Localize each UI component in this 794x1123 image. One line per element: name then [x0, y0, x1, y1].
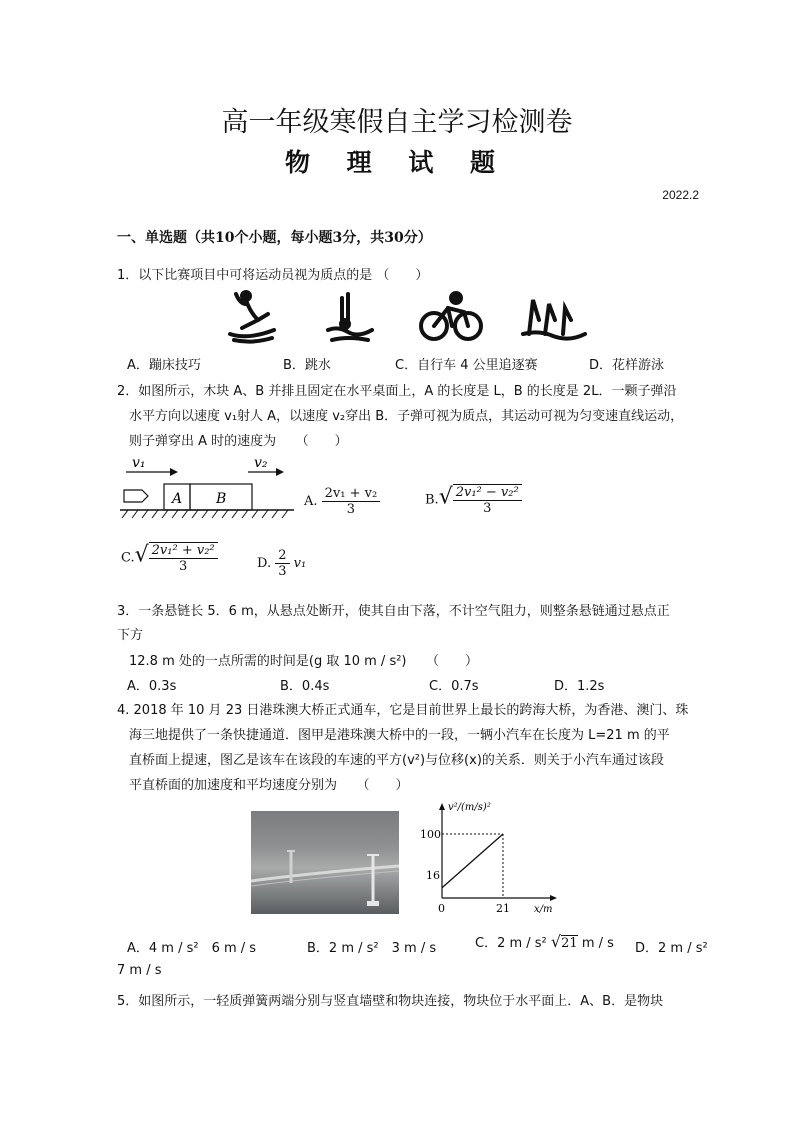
q3-line-2: 下方	[117, 628, 144, 643]
q2-line-2: 水平方向以速度 v₁射人 A，以速度 v₂穿出 B．子弹可视为质点，其运动可视为匀变速直线运动，	[129, 409, 684, 424]
q2-b-numerator: 2v₁² − v₂²	[453, 485, 522, 501]
graph-x-label: x/m	[534, 904, 553, 915]
v2-x-graph	[410, 796, 560, 920]
q2-option-b: B.√ $\frac{\text{2v₁² − v₂²}}{3}$	[425, 484, 522, 516]
fig-b-label: B	[216, 491, 227, 507]
exam-title: 高一年级寒假自主学习检测卷	[221, 107, 573, 138]
q3-line-3: 12.8 m 处的一点所需的时间是(g 取 10 m / s²) （ ）	[129, 654, 479, 669]
q2-line-3: 则子弹穿出 A 时的速度为 （ ）	[129, 434, 348, 449]
exam-subtitle: 物 理 试 题	[284, 148, 510, 177]
series-line	[442, 834, 503, 888]
q4-line-3: 直桥面上提速，图乙是该车在该段的车速的平方(v²)与位移(x)的关系．则关于小汽车通过该段	[129, 753, 664, 768]
q2-a-numerator: 2v₁ + v₂	[322, 486, 381, 502]
fig-a-label: A	[172, 491, 183, 507]
fig-v1-label: v₁	[132, 455, 146, 471]
graph-tick-21: 21	[496, 902, 510, 915]
graph-tick-0: 0	[438, 902, 445, 915]
q4-option-c: C．2 m / s² √21 m / s	[475, 932, 614, 951]
q4-option-d: D．2 m / s²	[635, 941, 708, 956]
q4-option-d-wrap: 7 m / s	[117, 963, 162, 978]
q2-b-denominator: 3	[483, 501, 492, 516]
q3-option-b: B．0.4s	[280, 679, 330, 694]
q3-option-a: A．0.3s	[127, 679, 177, 694]
q3-option-d: D．1.2s	[554, 679, 605, 694]
q2-line-1: 2．如图所示，木块 A、B 并排且固定在水平桌面上，A 的长度是 L，B 的长度是 2L．一颗子弹沿	[117, 384, 677, 399]
swimming-icon	[523, 300, 585, 339]
exam-date: 2022.2	[662, 188, 699, 202]
q5-line-1: 5．如图所示，一轻质弹簧两端分别与竖直墙壁和物块连接，物块位于水平面上．A、B．是物块	[117, 994, 664, 1009]
q1-option-d: D．花样游泳	[589, 358, 665, 373]
q2-d-numerator: 2	[275, 548, 289, 564]
q1-option-b: B．跳水	[283, 358, 331, 373]
q4-line-2: 海三地提供了一条快捷通道．图甲是港珠澳大桥中的一段，一辆小汽车在长度为 L=21 m 的平	[129, 728, 670, 743]
section-heading: 一、单选题（共10个小题，每小题3分，共30分）	[117, 230, 432, 246]
graph-tick-16: 16	[426, 869, 440, 882]
diving-icon	[328, 294, 372, 340]
q4-line-1: 4. 2018 年 10 月 23 日港珠澳大桥正式通车，它是目前世界上最长的跨海大桥，为香港、澳门、珠	[117, 703, 689, 718]
bullet-icon	[124, 490, 148, 502]
graph-tick-100: 100	[420, 828, 441, 841]
q2-c-numerator: 2v₁² + v₂²	[149, 543, 218, 559]
bridge-photo	[251, 811, 399, 914]
q1-sport-icons	[228, 290, 593, 345]
cycling-icon	[421, 293, 481, 339]
q4-line-4: 平直桥面的加速度和平均速度分别为 （ ）	[129, 778, 409, 793]
q2-a-denominator: 3	[346, 502, 356, 517]
q4-option-b: B．2 m / s² 3 m / s	[307, 941, 437, 956]
trampoline-icon	[230, 292, 274, 342]
q3-line-1: 3．一条悬链长 5．6 m，从悬点处断开，使其自由下落，不计空气阻力，则整条悬链通过悬点正	[117, 604, 670, 619]
q1-stem: 1．以下比赛项目中可将运动员视为质点的是 （ ）	[117, 268, 429, 283]
q1-option-c: C．自行车 4 公里追逐赛	[395, 358, 538, 373]
q4-option-a: A．4 m / s² 6 m / s	[127, 941, 257, 956]
q2-option-c: C.√ $\frac{\text{2v₁² + v₂²}}{3}$	[121, 542, 218, 574]
q2-d-denominator: 3	[278, 564, 287, 579]
q2-c-denominator: 3	[179, 559, 188, 574]
q3-option-c: C．0.7s	[429, 679, 479, 694]
graph-y-label: v²/(m/s)²	[448, 802, 491, 813]
q2-option-d: D. $\frac{2}{3}$ v₁	[257, 548, 307, 579]
q1-option-a: A．蹦床技巧	[127, 358, 201, 373]
q2-option-a: A. $\frac{\text{2v₁ + v₂}}{3}$	[304, 486, 380, 517]
q2-block-figure	[118, 452, 298, 522]
fig-v2-label: v₂	[254, 455, 268, 471]
